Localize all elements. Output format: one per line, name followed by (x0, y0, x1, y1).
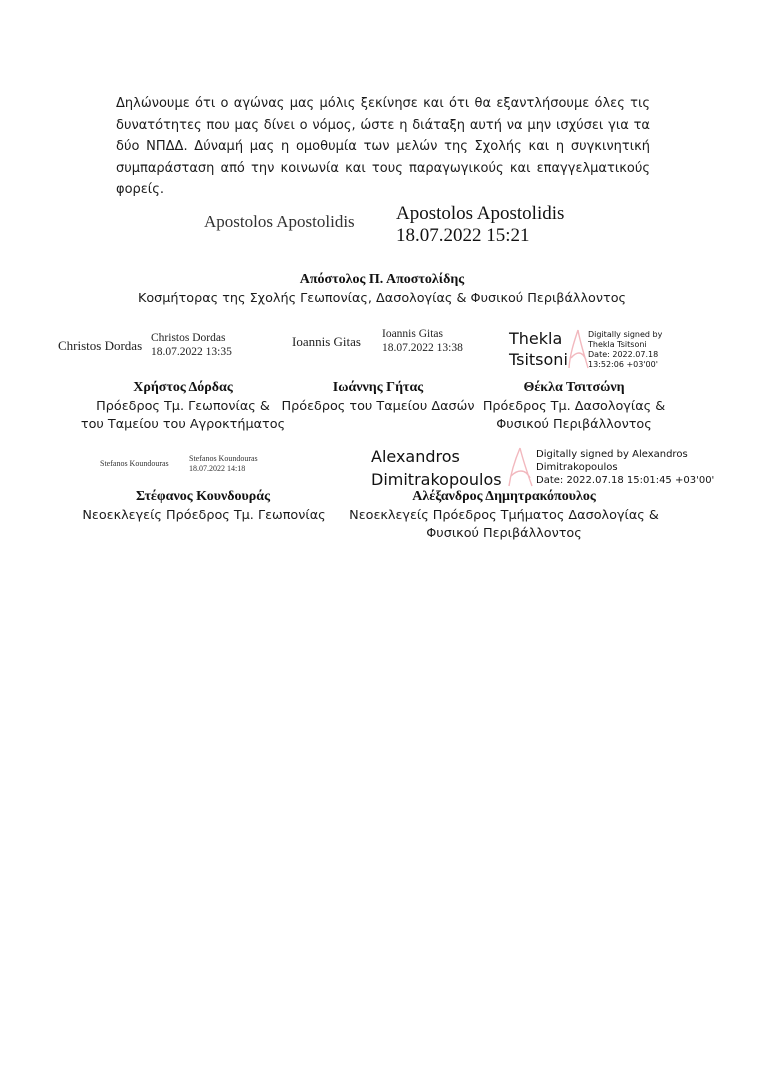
signer-title-dimitrakopoulos-line1: Νεοεκλεγείς Πρόεδρος Τμήματος Δασολογίας & (349, 508, 659, 523)
signature-apostolidis: Apostolos Apostolidis (204, 212, 355, 231)
signer-title-dordas-line1: Πρόεδρος Τμ. Γεωπονίας & (96, 399, 270, 414)
signer-title-dordas-line2: του Ταμείου του Αγροκτήματος (80, 417, 286, 432)
signature-tsitsoni-line2: Tsitsoni (509, 350, 568, 369)
signer-name-tsitsoni: Θέκλα Τσιτσώνη (523, 380, 625, 395)
signature-meta-line1: Digitally signed by Alexandros (536, 449, 688, 460)
signer-title-dimitrakopoulos-line2: Φυσικού Περιβάλλοντος (426, 526, 582, 541)
signature-meta-name: Apostolos Apostolidis (396, 203, 565, 224)
signature-koundouras: Stefanos Koundouras (100, 459, 169, 468)
adobe-signature-mark-icon (505, 446, 535, 490)
signature-meta-line1: Digitally signed by (588, 330, 663, 339)
signature-meta-date: 18.07.2022 13:35 (151, 346, 232, 358)
signature-meta-name: Christos Dordas (151, 332, 226, 344)
signer-name-dordas: Χρήστος Δόρδας (133, 380, 233, 395)
signer-name-gitas: Ιωάννης Γήτας (332, 380, 424, 395)
signature-dordas: Christos Dordas (58, 338, 143, 353)
signature-meta-line3: Date: 2022.07.18 15:01:45 +03'00' (536, 475, 715, 486)
statement-paragraph: Δηλώνουμε ότι ο αγώνας μας μόλις ξεκίνησε και ότι θα εξαντλήσουμε όλες τις δυνατότητες που μας δίνει ο νόμος, ώστε η διάταξη αυτή να μην ισχύσει για τα δύο ΝΠΔΔ. Δύναμή μας η ομοθυμία των μελών της Σχολής και η συγκινητική συμπαράσταση από την κοινωνία και τους παραγωγικούς και επαγγελματικούς φορείς. (116, 96, 650, 197)
signature-meta-date: 18.07.2022 14:18 (189, 464, 246, 473)
signer-title-apostolidis: Κοσμήτορας της Σχολής Γεωπονίας, Δασολογίας & Φυσικού Περιβάλλοντος (137, 291, 627, 306)
signer-title-tsitsoni-line1: Πρόεδρος Τμ. Δασολογίας & (482, 399, 666, 414)
signature-meta-line4: 13:52:06 +03'00' (588, 360, 658, 369)
signature-meta-line3: Date: 2022.07.18 (588, 350, 659, 359)
signature-meta-date: 18.07.2022 13:38 (382, 342, 463, 354)
signature-meta-name: Ioannis Gitas (382, 328, 444, 340)
signature-meta-line2: Dimitrakopoulos (536, 462, 618, 473)
signature-meta-date: 18.07.2022 15:21 (396, 225, 530, 246)
signature-meta-name: Stefanos Koundouras (189, 454, 258, 463)
adobe-signature-mark-icon (566, 328, 590, 372)
signer-title-koundouras: Νεοεκλεγείς Πρόεδρος Τμ. Γεωπονίας (82, 508, 326, 523)
signature-gitas: Ioannis Gitas (292, 334, 361, 349)
signature-dimitrakopoulos-line1: Alexandros (371, 447, 460, 466)
signer-name-dimitrakopoulos: Αλέξανδρος Δημητρακόπουλος (412, 489, 596, 504)
signature-dimitrakopoulos-line2: Dimitrakopoulos (371, 470, 502, 489)
signature-tsitsoni-line1: Thekla (509, 329, 563, 348)
signer-name-koundouras: Στέφανος Κουνδουράς (135, 489, 271, 504)
signature-meta-line2: Thekla Tsitsoni (588, 340, 647, 349)
signer-name-apostolidis: Απόστολος Π. Αποστολίδης (299, 272, 465, 287)
signer-title-tsitsoni-line2: Φυσικού Περιβάλλοντος (496, 417, 652, 432)
signer-title-gitas: Πρόεδρος του Ταμείου Δασών (281, 399, 475, 414)
